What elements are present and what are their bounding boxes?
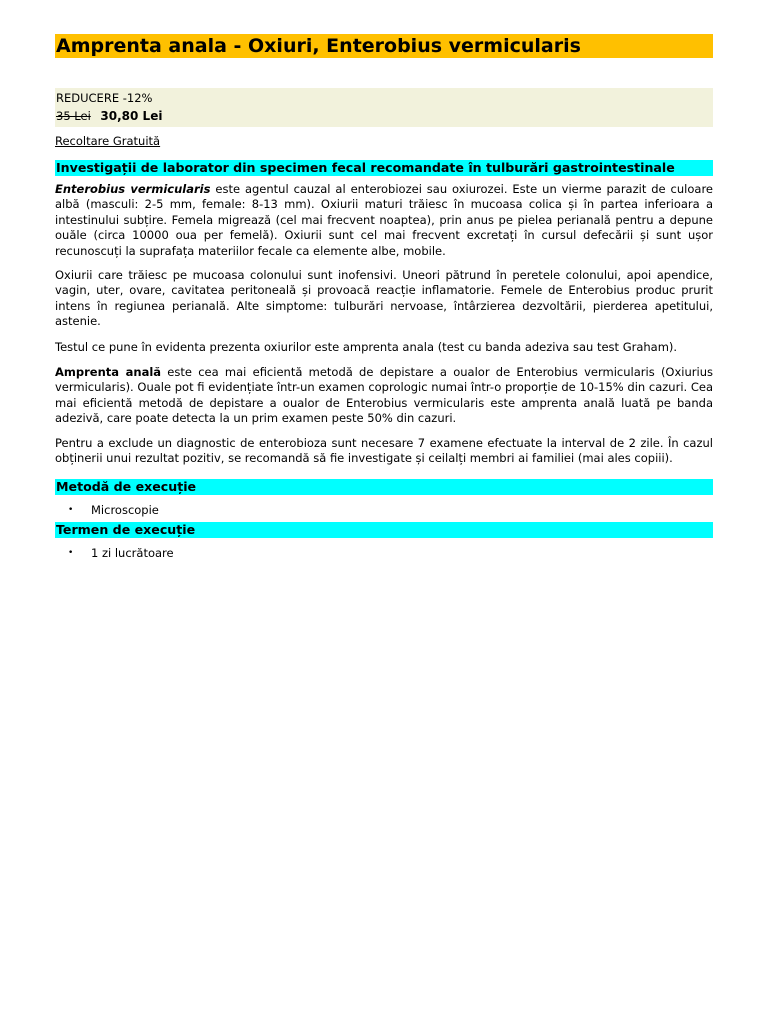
term-heading: Termen de execuție	[55, 522, 713, 538]
price-line	[56, 107, 712, 126]
list-item-label: Microscopie	[91, 502, 159, 517]
bullet-icon: •	[68, 504, 74, 515]
paragraph-symptoms: Oxiurii care trăiesc pe mucoasa colonului sunt inofensivi. Uneori pătrund în peretele colonului, apoi apendice, vagin, uter, ovare, cavitatea peritoneală și provoacă reacție inflamatorie. Femele de Enterobius produc prurit intens în regiunea perianală. Alte simptome: tulburări nervoase, întârzierea dezvoltării, pierderea apetitului, astenie.	[55, 268, 713, 329]
list-item	[55, 545, 713, 561]
document-page	[55, 34, 713, 561]
old-price: 35 Lei	[56, 109, 91, 123]
paragraph-test: Testul ce pune în evidenta prezenta oxiurilor este amprenta anala (test cu banda adeziva sau test Graham).	[55, 339, 678, 354]
paragraph-recommendation: Pentru a exclude un diagnostic de enterobioza sunt necesare 7 examene efectuate la interval de 2 zile. În cazul obținerii unui rezultat pozitiv, se recomandă să fie investigate și ceilalți membri ai familiei (mai ales copiii).	[55, 435, 713, 466]
term-list	[55, 545, 713, 561]
paragraph-method	[55, 365, 713, 427]
discount-label: REDUCERE -12%	[56, 91, 153, 105]
list-item	[55, 502, 713, 518]
price-box	[55, 88, 713, 127]
section-heading: Investigații de laborator din specimen fecal recomandate în tulburări gastrointestinale	[55, 160, 713, 176]
method-heading: Metodă de execuție	[55, 479, 713, 495]
paragraph-text: este cea mai eficientă metodă de depistare a oualor de Enterobius vermicularis (Oxiurius vermicularis). Ouale pot fi evidențiate într-un examen coprologic numai într-o proporție de 10-15% din cazuri. Cea mai eficientă metodă de depistare a oualor de Enterobius vermicularis este amprenta anală luată pe banda adezivă, care poate detecta la un prim examen peste 50% din cazuri.	[55, 365, 713, 426]
free-collection-link[interactable]: Recoltare Gratuită	[55, 134, 161, 148]
method-list	[55, 502, 713, 518]
paragraph-description	[55, 182, 713, 259]
paragraph-text: este agentul cauzal al enterobiozei sau oxiurozei. Este un vierme parazit de culoare albă (masculi: 2-5 mm, female: 8-13 mm). Oxiurii maturi trăiesc în mucoasa colica și în partea inferioara a intestinului subțire. Femela migrează (cel mai frecvent noaptea), prin anus pe pielea perianală pentru a depune ouăle (circa 10000 oua per femelă). Oxiurii sunt cel mai frecvent excretați în cursul defecării și sunt ușor recunoscuți la suprafața materiilor fecale ca elemente albe, mobile.	[55, 182, 713, 258]
page-title: Amprenta anala - Oxiuri, Enterobius vermicularis	[55, 34, 713, 58]
list-item-label: 1 zi lucrătoare	[91, 545, 174, 560]
paragraph-lead-term: Enterobius vermicularis	[55, 182, 211, 196]
bullet-icon: •	[68, 547, 74, 558]
new-price: 30,80 Lei	[100, 109, 163, 123]
paragraph-lead-term: Amprenta anală	[55, 365, 162, 380]
